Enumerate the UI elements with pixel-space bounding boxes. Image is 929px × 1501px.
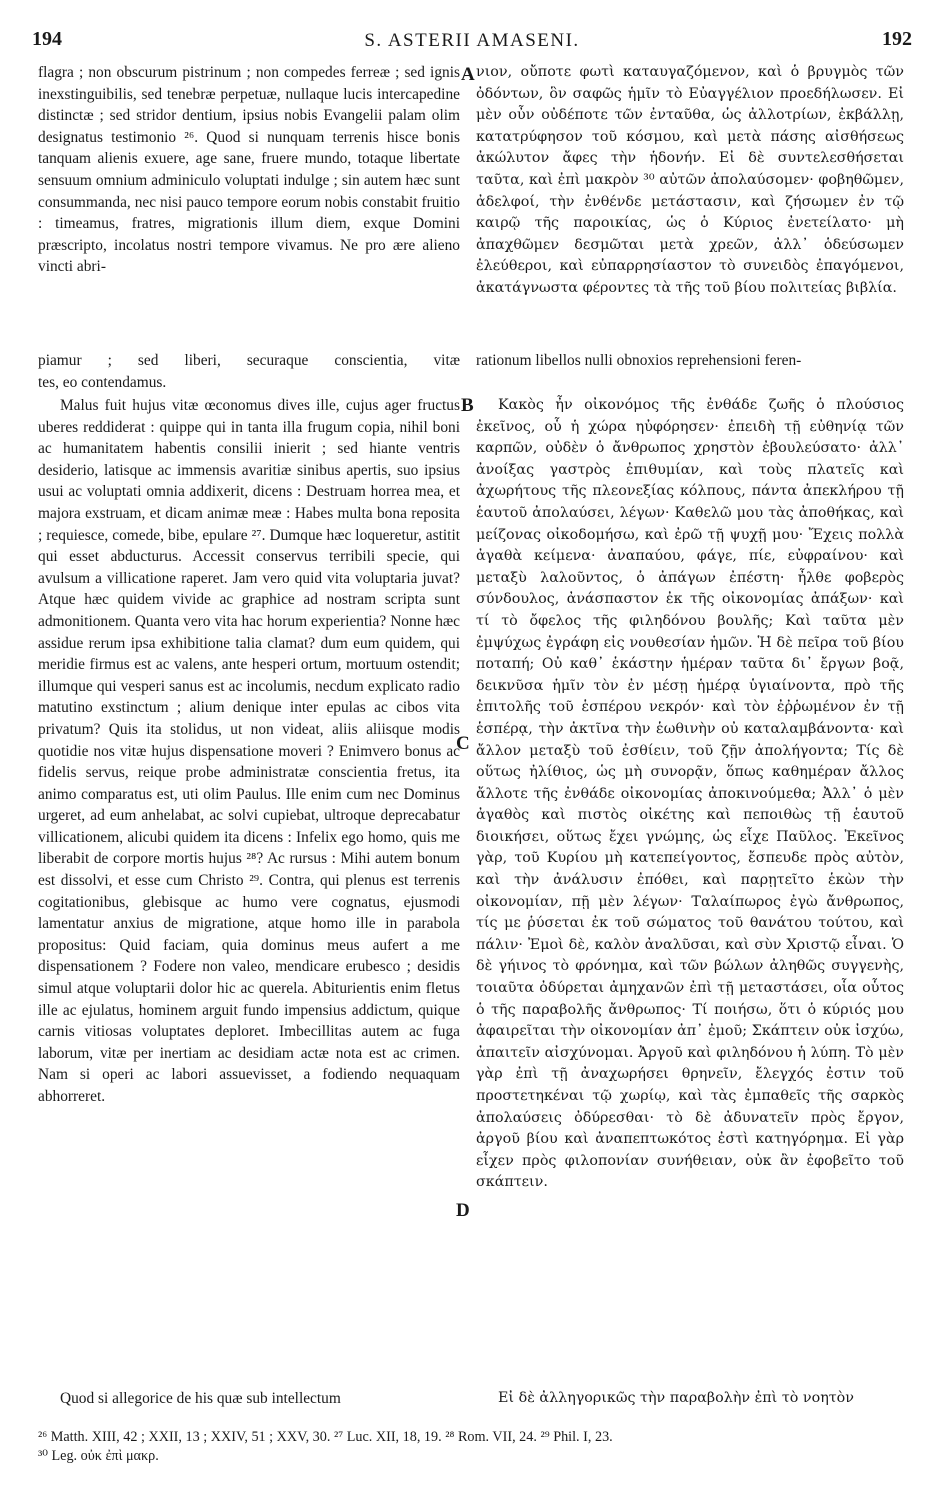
running-header xyxy=(32,28,912,58)
margin-marker-b: B xyxy=(461,395,474,416)
latin-column-main xyxy=(38,395,460,1108)
footnotes xyxy=(38,1428,904,1466)
latin-paragraph-main: Malus fuit hujus vitæ œconomus dives ille, cujus ager fructus uberes reddiderat : quippe qui in tanta illa frugum copia, nihil boni ac humanitatem habentis consilii inierit ; sed hiante ventris desiderio, latisque ac immensis avaritiæ sinibus apertis, suo ipsius usui ac voluptati omnia addixerit, dicens : Destruam horrea mea, et majora exstruam, et dicam animæ meæ : Habes multa bona reposita ; requiesce, comede, bibe, epulare ²⁷. Dumque hæc loqueretur, astitit qui esset abducturus. Accessit conservus terribili specie, qui avulsum a villicatione raperet. Jam vero quid vita voluptaria juvat? Atque hæc quidem vivide ac graphice ad nostram scripta sunt admonitionem. Quanta vero vita hac horum experientia? Nonne hæc assidue rerum ipsa exhibitione talia clamat? dum eum quidem, qui meridie firmus est ac valens, ante hesperi ortum, mortuum ostendit; illumque qui vesperi sanus est ac incolumis, necdum explicato radio matutino exstinctum ; alium denique inter epulas ac cibos vita privatum? Quis ita stolidus, ut non videat, aliis aliisque modis quotidie nos vitæ hujus dispensatione moveri ? Enimvero bonus ac fidelis servus, reique probe administratæ conscientia fretus, ita animo comparatus est, uti olim Paulus. Ille enim cum nec Dominus urgeret, ad eum anhelabat, ac solvi cupiebat, ultroque deprecabatur villicationem, alicubi quidem ita dicens : Infelix ego homo, quis me liberabit de corpore mortis hujus ²⁸? Ac rursus : Mihi autem bonum est dissolvi, et esse cum Christo ²⁹. Contra, qui plenus est terrenis cogitationibus, glebisque ac humo vere cognatus, ejusmodi lamentatur anxius de migratione, atque homo ille in parabola propositus: Quid faciam, quia dominus meus aufert a me dispensationem ? Fodere non valeo, mendicare erubesco ; desidis simul atque voluptarii dolor hic ac querela. Abiturientis enim fletus ille ac ejulatus, hominem arguit fundo impensius addictum, quique carnis vitiosas voluptates deploret. Imbecillitas autem ac fuga laborum, vitæ per inertiam ac desidiam actæ nota est ac crimen. Nam si operi ac labori assuevisset, a fodiendo nequaquam abhorreret. xyxy=(38,397,460,1105)
footnote-line: ²⁶ Matth. XIII, 42 ; XXII, 13 ; XXIV, 51 ; XXV, 30. ²⁷ Luc. XII, 18, 19. ²⁸ Rom. VII, 24. ²⁹ Phil. I, 23. xyxy=(38,1429,613,1445)
greek-bridge-continuation: rationum libellos nulli obnoxios reprehensioni feren- xyxy=(476,352,802,369)
latin-paragraph-top: flagra ; non obscurum pistrinum ; non compedes ferreæ ; sed ignis inexstinguibilis, sed tenebræ perpetuæ, nullaque lucis intercapedine distinctæ ; sed stridor dentium, ipsius nobis Evangelii palam olim designatus testimonio ²⁶. Quod si nunquam terrenis hisce bonis tanquam alienis exuere, age sane, fruere mundo, totaque libertate sensuum omnium adminiculo voluptati indulge ; sin autem hæc sunt consummanda, nec nisi pauco tempore eorum nobis constabit fruitio : timeamus, fratres, migrationis illum diem, exque Domini præscripto, incolatus nostri tempore vivamus. Ne pro ære alieno vincti abri- xyxy=(38,64,460,276)
latin-paragraph-last: Quod si allegorice de his quæ sub intellectum xyxy=(60,1390,341,1407)
margin-marker-d: D xyxy=(456,1200,470,1221)
latin-bridge-line: piamur ; sed liberi, securaque conscientia, vitæ xyxy=(38,352,460,369)
greek-column-top xyxy=(476,62,904,300)
latin-bridge-line-end: tes, eo contendamus. xyxy=(38,373,167,391)
margin-marker-c: C xyxy=(456,733,470,754)
latin-column-last xyxy=(38,1388,460,1410)
greek-column-last xyxy=(476,1388,904,1410)
bridge-lines xyxy=(38,350,904,393)
left-page-number: 194 xyxy=(32,28,62,50)
greek-paragraph-top: νιον, οὔποτε φωτὶ καταυγαζόμενον, καὶ ὁ βρυγμὸς τῶν ὀδόντων, ὃν σαφῶς ἡμῖν τὸ Εὐαγγέλιον προεδήλωσεν. Εἰ μὲν οὖν οὐδέποτε τῶν ἐνταῦθα, ὡς ἀλλοτρίων, ἐκβάλλῃ, κατατρύφησον τοῦ κόσμου, καὶ μετὰ πάσης αἰσθήσεως ἀκώλυτον ἄφες τὴν ἡδονήν. Εἰ δὲ συντελεσθήσεται ταῦτα, καὶ ἐπὶ μακρὸν ³⁰ αὐτῶν ἀπολαύσομεν· φοβηθῶμεν, ἀδελφοί, τὴν ἐνθένδε μετάστασιν, καὶ ζήσωμεν ἐν τῷ καιρῷ τῆς παροικίας, ὡς ὁ Κύριος ἐνετείλατο· μὴ ἀπαχθῶμεν δεσμῶται μετὰ χρεῶν, ἀλλ᾽ ὁδεύσωμεν ἐλεύθεροι, καὶ εὐπαρρησίαστον τὸ συνειδὸς ἐπαγόμενοι, ἀκατάγνωστα φέροντες τὰ τῆς τοῦ βίου πολιτείας βιβλία. xyxy=(476,64,904,296)
right-page-number: 192 xyxy=(882,28,912,50)
footnote-line: ³⁰ Leg. οὐκ ἐπὶ μακρ. xyxy=(38,1448,159,1464)
greek-paragraph-last: Εἰ δὲ ἀλληγορικῶς τὴν παραβολὴν ἐπὶ τὸ νοητὸν xyxy=(498,1390,854,1406)
page-title: S. ASTERII AMASENI. xyxy=(364,30,580,51)
latin-column-top xyxy=(38,62,460,278)
margin-marker-a: A xyxy=(461,64,475,85)
greek-column-main xyxy=(476,395,904,1194)
greek-paragraph-main: Κακὸς ἦν οἰκονόμος τῆς ἐνθάδε ζωῆς ὁ πλούσιος ἐκεῖνος, οὗ ἡ χώρα ηὐφόρησεν· ἐπειδὴ τῇ εὐθηνίᾳ τῶν καρπῶν, οὐδὲν ὁ ἄνθρωπος χρηστὸν ἐβουλεύσατο· ἀλλ᾽ ἀνοίξας γαστρὸς ἐπιθυμίαν, καὶ τοὺς πλατεῖς καὶ ἀχωρήτους τῆς πλεονεξίας κόλπους, πάντα ἀπεκλήρου τῇ ἑαυτοῦ ἀπολαύσει, λέγων· Καθελῶ μου τὰς ἀποθήκας, καὶ μείζονας οἰκοδομήσω, καὶ ἐρῶ τῇ ψυχῇ μου· Ἔχεις πολλὰ ἀγαθὰ κείμενα· ἀναπαύου, φάγε, πίε, εὐφραίνου· καὶ μεταξὺ λαλοῦντος, ὁ ἀπάγων ἐπέστη· ἦλθε φοβερὸς σύνδουλος, ἀνάσπαστον ἐκ τῆς οἰκονομίας ἀπάξων· καὶ τί τὸ ὄφελος τῆς φιληδόνου βουλῆς; Καὶ ταῦτα μὲν ἐμψύχως ἐγράφη εἰς νουθεσίαν ἡμῶν. Ἡ δὲ πεῖρα τοῦ βίου ποταπή; Οὐ καθ᾽ ἑκάστην ἡμέραν ταῦτα δι᾽ ἔργων βοᾷ, δεικνῦσα ἡμῖν τὸν ἐν μέσῃ ἡμέρᾳ ὑγιαίνοντα, πρὸ τῆς ἐπιτολῆς τοῦ ἑσπέρου νεκρόν· καὶ τὸν ἐῤῥωμένον ἐν τῇ ἑσπέρᾳ, τὴν ἀκτῖνα τὴν ἑωθινὴν οὐ καταλαμβάνοντα· καὶ ἄλλον μεταξὺ τοῦ ἐσθίειν, τοῦ ζῇν ἀπολήγοντα; Τίς δὲ οὕτως ἠλίθιος, ὡς μὴ συνορᾷν, ὅπως καθημέραν ἄλλος ἄλλοτε τῆς ἐνθάδε οἰκονομίας ἀποκινούμεθα; Ἀλλ᾽ ὁ μὲν ἀγαθὸς καὶ πιστὸς οἰκέτης καὶ πεποιθὼς τῇ ἑαυτοῦ διοικήσει, οὕτως ἔχει γνώμης, ὡς εἶχε Παῦλος. Ἐκεῖνος γὰρ, τοῦ Κυρίου μὴ κατεπείγοντος, ἔσπευδε πρὸς αὐτὸν, καὶ τὴν ἀνάλυσιν ἐπόθει, καὶ παρῃτεῖτο ἑκὼν τὴν οἰκονομίαν, πῇ μὲν λέγων· Ταλαίπωρος ἐγὼ ἄνθρωπος, τίς με ῥύσεται ἐκ τοῦ σώματος τοῦ θανάτου τούτου, καὶ πάλιν· Ἐμοὶ δὲ, καλὸν ἀναλῦσαι, καὶ σὺν Χριστῷ εἶναι. Ὁ δὲ γήινος τὸ φρόνημα, καὶ τῶν βώλων ἀληθῶς συγγενὴς, τοιαῦτα ὀδύρεται ἀμηχανῶν ἐπὶ τῇ μεταστάσει, οἷα οὗτος ὁ τῆς παραβολῆς ἄνθρωπος· Τί ποιήσω, ὅτι ὁ κύριός μου ἀφαιρεῖται τὴν οἰκονομίαν ἀπ᾽ ἐμοῦ; Σκάπτειν οὐκ ἰσχύω, ἀπαιτεῖν αἰσχύνομαι. Ἀργοῦ καὶ φιληδόνου ἡ λύπη. Τὸ μὲν γὰρ ἐπὶ τῇ ἀναχωρήσει θρηνεῖν, ἔλεγχός ἐστιν τοῦ προστετηκέναι τῷ χωρίῳ, καὶ τὰς ἐμπαθεῖς τῆς σαρκὸς ἀπολαύσεις ὀδύρεσθαι· τὸ δὲ ἀδυνατεῖν πρὸς ἔργον, ἀργοῦ βίου καὶ ἀναπεπτωκότος ἐστὶ κατηγόρημα. Εἰ γὰρ εἶχεν πρὸς φιλοπονίαν συνήθειαν, οὐκ ἂν ἐφοβεῖτο τοῦ σκάπτειν. xyxy=(476,397,904,1191)
